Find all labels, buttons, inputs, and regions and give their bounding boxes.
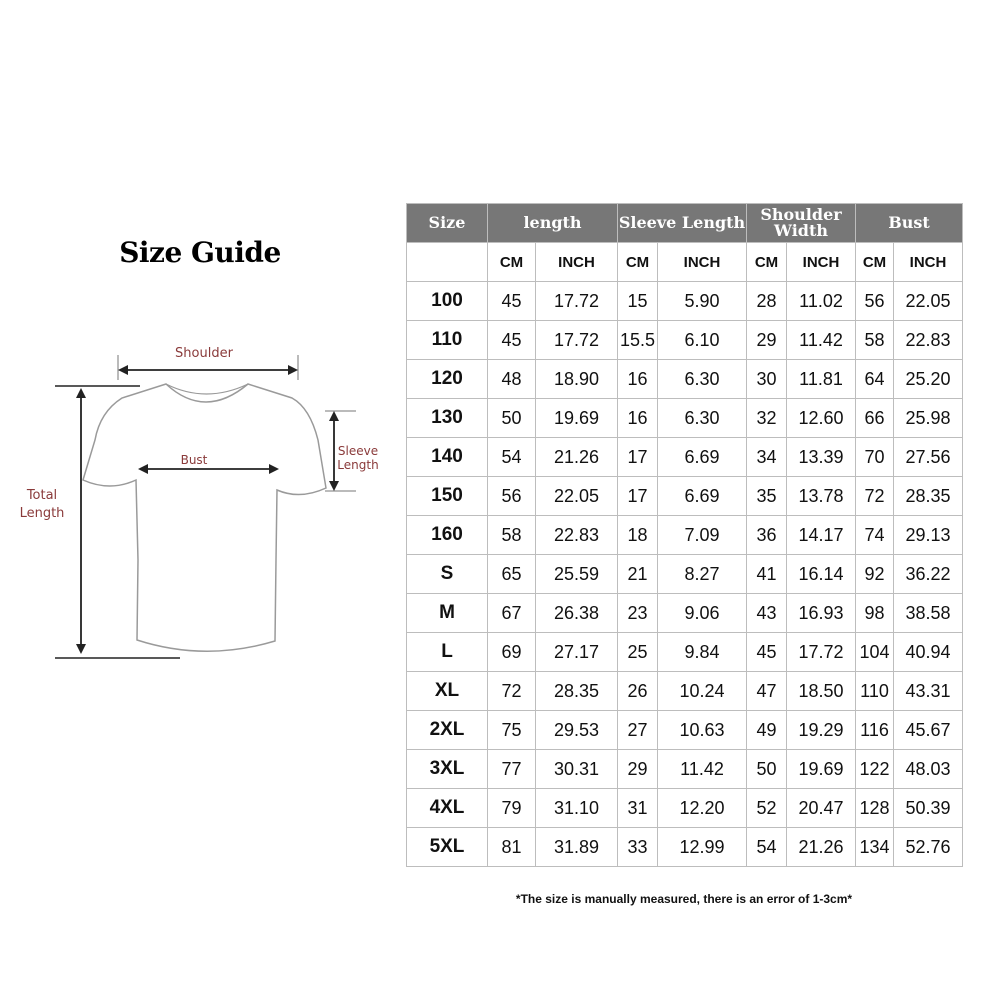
size-cell: 2XL	[407, 711, 488, 750]
value-cell: 54	[488, 438, 536, 477]
value-cell: 79	[488, 789, 536, 828]
value-cell: 43.31	[894, 672, 963, 711]
value-cell: 11.81	[787, 360, 856, 399]
value-cell: 6.30	[658, 399, 747, 438]
table-row	[407, 477, 963, 516]
value-cell: 29.13	[894, 516, 963, 555]
value-cell: 26.38	[536, 594, 618, 633]
value-cell: 25.98	[894, 399, 963, 438]
value-cell: 35	[747, 477, 787, 516]
value-cell: 50	[747, 750, 787, 789]
value-cell: 98	[856, 594, 894, 633]
value-cell: 7.09	[658, 516, 747, 555]
size-guide-title: Size Guide	[119, 236, 281, 269]
value-cell: 6.69	[658, 438, 747, 477]
value-cell: 48.03	[894, 750, 963, 789]
shoulder-label: Shoulder	[175, 346, 233, 361]
size-cell: 150	[407, 477, 488, 516]
value-cell: 17	[618, 477, 658, 516]
value-cell: 14.17	[787, 516, 856, 555]
header-size: Size	[407, 204, 488, 243]
value-cell: 10.63	[658, 711, 747, 750]
value-cell: 58	[488, 516, 536, 555]
size-cell: S	[407, 555, 488, 594]
value-cell: 72	[856, 477, 894, 516]
value-cell: 56	[488, 477, 536, 516]
value-cell: 29	[747, 321, 787, 360]
value-cell: 31	[618, 789, 658, 828]
value-cell: 36.22	[894, 555, 963, 594]
value-cell: 54	[747, 828, 787, 867]
value-cell: 15	[618, 282, 658, 321]
value-cell: 16.14	[787, 555, 856, 594]
value-cell: 104	[856, 633, 894, 672]
table-row	[407, 360, 963, 399]
value-cell: 15.5	[618, 321, 658, 360]
value-cell: 20.47	[787, 789, 856, 828]
size-cell: 140	[407, 438, 488, 477]
header-sleeve-length: Sleeve Length	[618, 204, 747, 243]
value-cell: 33	[618, 828, 658, 867]
value-cell: 11.02	[787, 282, 856, 321]
value-cell: 116	[856, 711, 894, 750]
size-cell: 100	[407, 282, 488, 321]
size-cell: 130	[407, 399, 488, 438]
value-cell: 22.05	[536, 477, 618, 516]
value-cell: 19.69	[536, 399, 618, 438]
size-cell: 110	[407, 321, 488, 360]
value-cell: 6.30	[658, 360, 747, 399]
sleeve-label-line1: Sleeve	[337, 444, 379, 458]
size-cell: M	[407, 594, 488, 633]
value-cell: 50.39	[894, 789, 963, 828]
value-cell: 36	[747, 516, 787, 555]
value-cell: 12.60	[787, 399, 856, 438]
unit-inch: INCH	[536, 243, 618, 282]
value-cell: 19.69	[787, 750, 856, 789]
unit-cm: CM	[488, 243, 536, 282]
table-row	[407, 438, 963, 477]
value-cell: 45	[747, 633, 787, 672]
value-cell: 18	[618, 516, 658, 555]
value-cell: 28.35	[536, 672, 618, 711]
value-cell: 81	[488, 828, 536, 867]
value-cell: 34	[747, 438, 787, 477]
value-cell: 69	[488, 633, 536, 672]
size-rows	[407, 282, 963, 867]
value-cell: 17	[618, 438, 658, 477]
value-cell: 72	[488, 672, 536, 711]
table-row	[407, 555, 963, 594]
table-row	[407, 672, 963, 711]
value-cell: 47	[747, 672, 787, 711]
size-cell: XL	[407, 672, 488, 711]
value-cell: 17.72	[536, 282, 618, 321]
value-cell: 25.59	[536, 555, 618, 594]
header-shoulder-width: Shoulder Width	[747, 204, 856, 243]
table-row	[407, 282, 963, 321]
value-cell: 22.83	[536, 516, 618, 555]
value-cell: 29.53	[536, 711, 618, 750]
table-row	[407, 321, 963, 360]
table-row	[407, 594, 963, 633]
value-cell: 41	[747, 555, 787, 594]
value-cell: 40.94	[894, 633, 963, 672]
value-cell: 10.24	[658, 672, 747, 711]
value-cell: 49	[747, 711, 787, 750]
table-row	[407, 711, 963, 750]
value-cell: 17.72	[536, 321, 618, 360]
table-row	[407, 789, 963, 828]
value-cell: 18.90	[536, 360, 618, 399]
value-cell: 43	[747, 594, 787, 633]
value-cell: 134	[856, 828, 894, 867]
bust-label: Bust	[180, 453, 208, 467]
value-cell: 16.93	[787, 594, 856, 633]
value-cell: 66	[856, 399, 894, 438]
size-cell: 4XL	[407, 789, 488, 828]
value-cell: 16	[618, 399, 658, 438]
value-cell: 27	[618, 711, 658, 750]
value-cell: 23	[618, 594, 658, 633]
value-cell: 22.83	[894, 321, 963, 360]
value-cell: 30	[747, 360, 787, 399]
table-row	[407, 828, 963, 867]
value-cell: 110	[856, 672, 894, 711]
size-cell: 160	[407, 516, 488, 555]
value-cell: 9.06	[658, 594, 747, 633]
value-cell: 13.78	[787, 477, 856, 516]
table-row	[407, 399, 963, 438]
value-cell: 11.42	[787, 321, 856, 360]
value-cell: 64	[856, 360, 894, 399]
size-cell: 5XL	[407, 828, 488, 867]
value-cell: 12.20	[658, 789, 747, 828]
value-cell: 92	[856, 555, 894, 594]
total-length-label-line2: Length	[19, 506, 65, 521]
value-cell: 77	[488, 750, 536, 789]
value-cell: 45	[488, 282, 536, 321]
value-cell: 27.56	[894, 438, 963, 477]
value-cell: 31.89	[536, 828, 618, 867]
units-empty-cell	[407, 243, 488, 282]
value-cell: 74	[856, 516, 894, 555]
value-cell: 56	[856, 282, 894, 321]
value-cell: 48	[488, 360, 536, 399]
value-cell: 30.31	[536, 750, 618, 789]
value-cell: 9.84	[658, 633, 747, 672]
size-cell: L	[407, 633, 488, 672]
tshirt-diagram	[0, 330, 400, 680]
size-cell: 3XL	[407, 750, 488, 789]
value-cell: 70	[856, 438, 894, 477]
value-cell: 21.26	[536, 438, 618, 477]
unit-inch: INCH	[894, 243, 963, 282]
value-cell: 19.29	[787, 711, 856, 750]
value-cell: 128	[856, 789, 894, 828]
value-cell: 67	[488, 594, 536, 633]
table-row	[407, 516, 963, 555]
value-cell: 25	[618, 633, 658, 672]
value-cell: 13.39	[787, 438, 856, 477]
sleeve-label-line2: Length	[337, 458, 379, 472]
footnote: *The size is manually measured, there is an error of 1-3cm*	[515, 892, 853, 906]
value-cell: 21.26	[787, 828, 856, 867]
unit-inch: INCH	[658, 243, 747, 282]
value-cell: 26	[618, 672, 658, 711]
table-row	[407, 750, 963, 789]
unit-inch: INCH	[787, 243, 856, 282]
value-cell: 16	[618, 360, 658, 399]
value-cell: 45.67	[894, 711, 963, 750]
value-cell: 29	[618, 750, 658, 789]
value-cell: 22.05	[894, 282, 963, 321]
tshirt-outline	[83, 384, 326, 651]
value-cell: 38.58	[894, 594, 963, 633]
value-cell: 27.17	[536, 633, 618, 672]
size-table	[406, 203, 963, 867]
value-cell: 6.69	[658, 477, 747, 516]
value-cell: 28.35	[894, 477, 963, 516]
value-cell: 6.10	[658, 321, 747, 360]
value-cell: 21	[618, 555, 658, 594]
value-cell: 28	[747, 282, 787, 321]
value-cell: 11.42	[658, 750, 747, 789]
value-cell: 52	[747, 789, 787, 828]
value-cell: 122	[856, 750, 894, 789]
unit-cm: CM	[618, 243, 658, 282]
header-bust: Bust	[856, 204, 963, 243]
value-cell: 50	[488, 399, 536, 438]
unit-cm: CM	[856, 243, 894, 282]
total-length-label-line1: Total	[26, 488, 58, 503]
header-length: length	[488, 204, 618, 243]
value-cell: 8.27	[658, 555, 747, 594]
table-row	[407, 633, 963, 672]
value-cell: 25.20	[894, 360, 963, 399]
value-cell: 65	[488, 555, 536, 594]
unit-cm: CM	[747, 243, 787, 282]
value-cell: 12.99	[658, 828, 747, 867]
value-cell: 17.72	[787, 633, 856, 672]
value-cell: 31.10	[536, 789, 618, 828]
value-cell: 52.76	[894, 828, 963, 867]
value-cell: 75	[488, 711, 536, 750]
value-cell: 18.50	[787, 672, 856, 711]
value-cell: 32	[747, 399, 787, 438]
value-cell: 45	[488, 321, 536, 360]
value-cell: 58	[856, 321, 894, 360]
units-row	[407, 243, 963, 282]
value-cell: 5.90	[658, 282, 747, 321]
size-cell: 120	[407, 360, 488, 399]
